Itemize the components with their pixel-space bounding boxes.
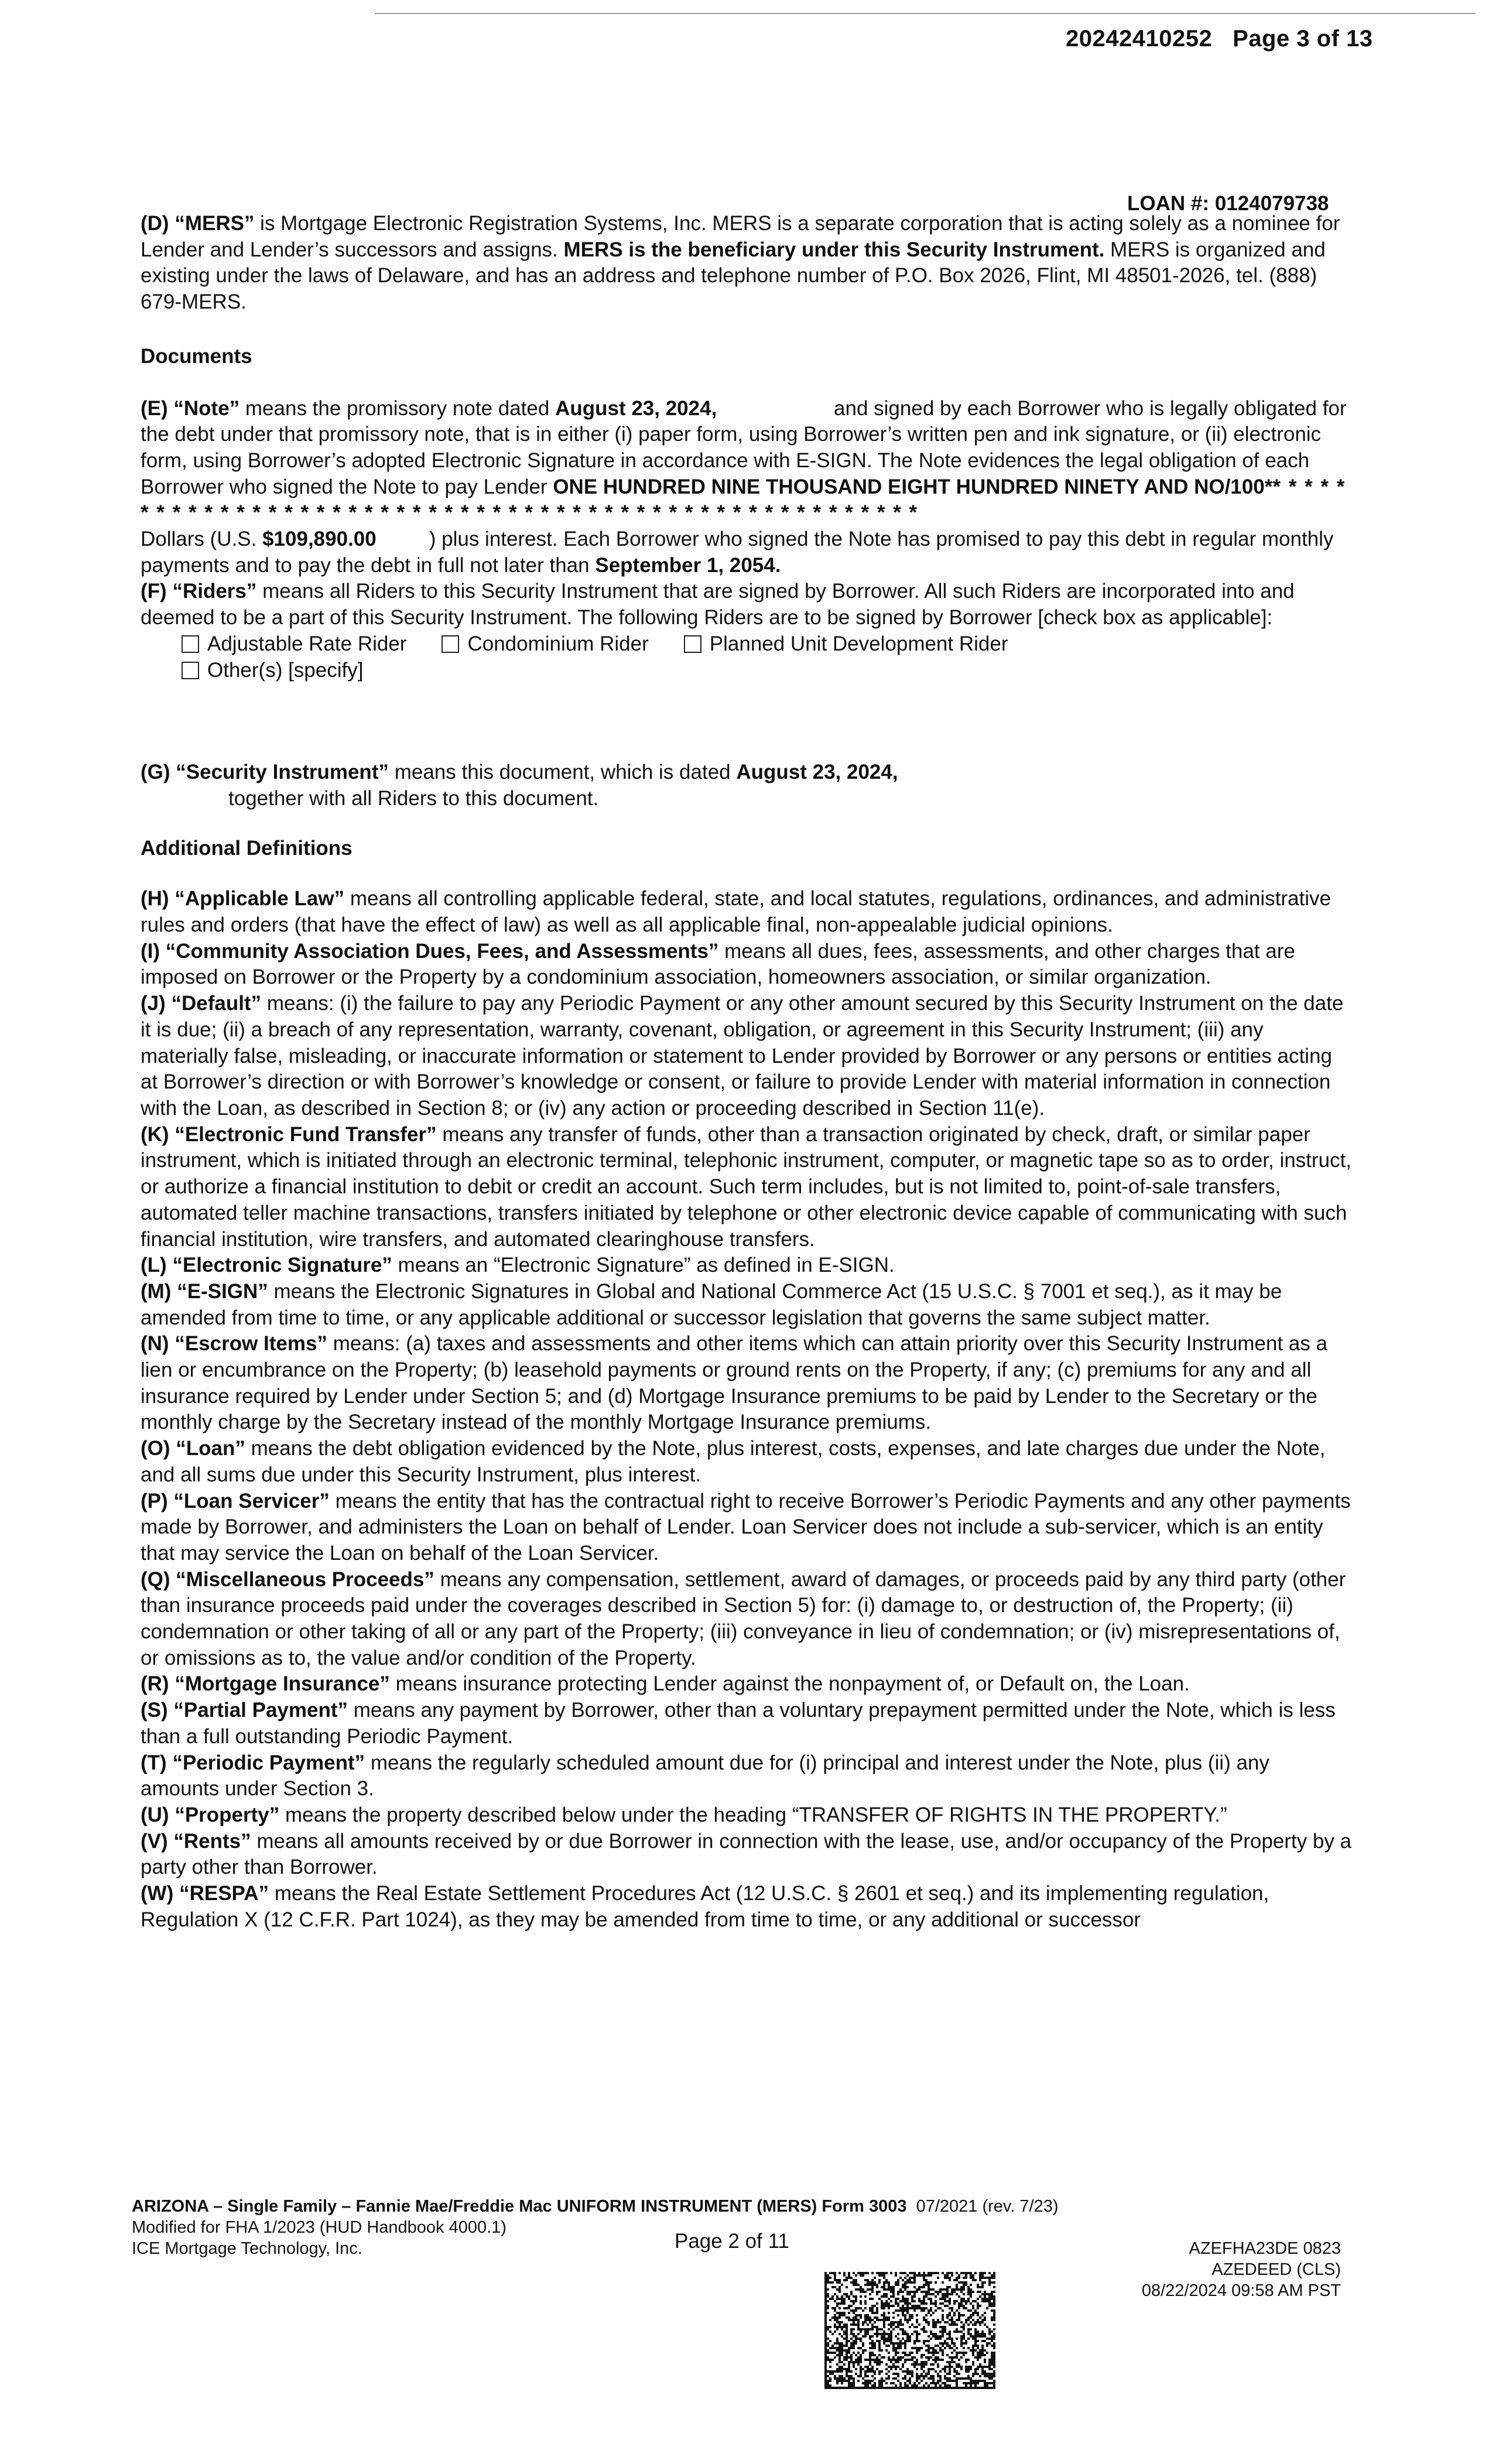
definition-j xyxy=(141,991,1353,1122)
definition-label: (E) xyxy=(141,396,168,420)
rider-label: Adjustable Rate Rider xyxy=(207,632,407,655)
definition-label: (K) xyxy=(141,1123,169,1146)
definition-text: means: (a) taxes and assessments and other items which can attain priority over this Security Instrument as a lien or encumbrance on the Property; (b) leasehold payments or ground rents on the Property, if any; (c) premiums for any and all insurance required by Lender under Section 5; and (d) Mortgage Insurance premiums to be paid by Lender to the Secretary or the monthly charge by the Secretary instead of the monthly Mortgage Insurance premiums. xyxy=(141,1332,1327,1434)
definition-term: “Property” xyxy=(174,1803,280,1826)
note-date: August 23, 2024, xyxy=(555,396,717,420)
definition-label: (V) xyxy=(141,1829,168,1853)
definition-l xyxy=(141,1252,1353,1279)
additional-definitions-heading: Additional Definitions xyxy=(141,836,352,860)
definition-text: means the regularly scheduled amount due for (i) principal and interest under the Note, plus (ii) any amounts under Section 3. xyxy=(141,1751,1269,1801)
checkbox-icon[interactable] xyxy=(182,635,199,653)
barcode-icon xyxy=(824,2272,995,2389)
definition-k xyxy=(141,1122,1353,1253)
definition-text: means the promissory note dated xyxy=(239,396,556,420)
definition-term: “Riders” xyxy=(172,580,257,603)
definition-term: “Community Association Dues, Fees, and Assessments” xyxy=(165,939,719,963)
definition-text: means the Electronic Signatures in Global and National Commerce Act (15 U.S.C. § 7001 et seq.), as it may be amended from time to time, or any applicable additional or successor legislation that governs the same subject matter. xyxy=(141,1279,1282,1329)
rider-planned-unit-development[interactable] xyxy=(684,631,1008,658)
definition-label: (J) xyxy=(141,992,166,1015)
rider-condominium[interactable] xyxy=(442,631,648,658)
definition-text: means the property described below under the heading “TRANSFER OF RIGHTS IN THE PROPERTY.” xyxy=(279,1803,1227,1826)
definition-g xyxy=(141,759,1353,812)
definition-term: “Partial Payment” xyxy=(173,1699,348,1722)
definition-term: “Applicable Law” xyxy=(174,887,345,911)
definition-label: (P) xyxy=(141,1489,168,1512)
footer-form-info xyxy=(132,2196,1058,2259)
form-title-line xyxy=(132,2196,1058,2217)
definition-text: means all dues, fees, assessments, and other charges that are imposed on Borrower or the Property by a condominium association, homeowners association, or similar organization. xyxy=(141,939,1295,989)
form-code: AZEFHA23DE 0823 xyxy=(1189,2239,1341,2258)
definition-term: “Rents” xyxy=(173,1829,251,1853)
definition-term: “Periodic Payment” xyxy=(172,1751,365,1774)
footer-page-number: Page 2 of 11 xyxy=(675,2230,789,2253)
definition-label: (N) xyxy=(141,1332,169,1356)
definition-s xyxy=(141,1698,1353,1750)
definition-u xyxy=(141,1802,1353,1829)
definition-term: “Electronic Fund Transfer” xyxy=(174,1123,437,1146)
definitions-list xyxy=(141,886,1353,1933)
definition-text: means an “Electronic Signature” as defined in E-SIGN. xyxy=(392,1254,895,1277)
definition-label: (I) xyxy=(141,939,160,963)
definition-term: “Loan” xyxy=(176,1437,245,1460)
definition-label: (H) xyxy=(141,887,169,911)
definition-label: (M) xyxy=(141,1279,172,1303)
definition-f xyxy=(141,579,1353,631)
definition-term: “Note” xyxy=(173,396,240,420)
definition-h xyxy=(141,886,1353,938)
loan-amount-words: ONE HUNDRED NINE THOUSAND EIGHT HUNDRED NINETY AND NO/100* xyxy=(553,475,1273,498)
rider-label: Other(s) [specify] xyxy=(207,658,364,682)
form-modified: Modified for FHA 1/2023 (HUD Handbook 4000.1) xyxy=(132,2218,506,2237)
definition-label: (Q) xyxy=(141,1568,170,1591)
checkbox-icon[interactable] xyxy=(182,662,199,679)
definition-p xyxy=(141,1488,1353,1567)
definition-t xyxy=(141,1750,1353,1802)
definition-text: MERS is organized and existing under the laws of Delaware, and has an address and telephone number of P.O. Box 2026, Flint, MI 48501-2026, tel. (888) 679-MERS. xyxy=(141,238,1326,314)
definition-text: is Mortgage Electronic Registration Systems, Inc. MERS is a separate corporation that is acting solely as a nominee for Lender and Lender’s successors and assigns. xyxy=(141,212,1340,261)
definition-v xyxy=(141,1829,1353,1881)
amount-fill-stars: * * * * * * * * * * * * * * * * * * * * * * * * * * * * * * * * * * * * * * * * * * * * * * * * * * * * * * xyxy=(141,475,1346,525)
definition-w xyxy=(141,1881,1353,1933)
definition-text: means insurance protecting Lender against the nonpayment of, or Default on, the Loan. xyxy=(389,1672,1190,1696)
definition-label: (T) xyxy=(141,1751,167,1774)
definition-term: “Default” xyxy=(171,992,262,1015)
definition-n xyxy=(141,1331,1353,1436)
definition-text: means: (i) the failure to pay any Periodic Payment or any other amount secured by this Security Instrument on the date it is due; (ii) a breach of any representation, warranty, covenant, obligation, or agreement in this Security Instrument; (iii) any materially false, misleading, or inaccurate information or statement to Lender provided by Borrower or any persons or entities acting at Borrower’s direction or with Borrower’s knowledge or consent, or failure to provide Lender with material information in connection with the Loan, as described in Section 8; or (iv) any action or proceeding described in Section 11(e). xyxy=(141,992,1344,1120)
definition-label: (F) xyxy=(141,580,167,603)
definition-label: (W) xyxy=(141,1882,174,1905)
form-company: ICE Mortgage Technology, Inc. xyxy=(132,2239,362,2258)
definition-label: (D) xyxy=(141,212,169,235)
definition-text: means this document, which is dated xyxy=(388,761,737,784)
definition-term: “Miscellaneous Proceeds” xyxy=(176,1568,434,1591)
definition-label: (O) xyxy=(141,1437,170,1460)
definition-term: “Escrow Items” xyxy=(174,1332,327,1356)
definition-text: means the debt obligation evidenced by the Note, plus interest, costs, expenses, and late charges due under the Note, and all sums due under this Security Instrument, plus interest. xyxy=(141,1437,1326,1486)
definition-text: means any payment by Borrower, other than a voluntary prepayment permitted under the Note, which is less than a full outstanding Periodic Payment. xyxy=(141,1699,1336,1748)
definition-text: means any compensation, settlement, award of damages, or proceeds paid by any third party (other than insurance proceeds paid under the coverages described in Section 5) for: (i) damage to, or destruction of, the Property; (ii) condemnation or other taking of all or any part of the Property; (iii) conveyance in lieu of condemnation; or (iv) misrepresentations of, or omissions as to, the value and/or condition of the Property. xyxy=(141,1568,1346,1669)
definition-text: means the Real Estate Settlement Procedures Act (12 U.S.C. § 2601 et seq.) and its implementing regulation, Regulation X (12 C.F.R. Part 1024), as they may be amended from time to time, or any additional or successor xyxy=(141,1882,1269,1931)
loan-number: LOAN #: 0124079738 xyxy=(1127,192,1329,215)
page-label: Page 3 of 13 xyxy=(1233,26,1373,52)
checkbox-icon[interactable] xyxy=(442,635,459,653)
footer-codes xyxy=(1101,2238,1341,2301)
rider-label: Planned Unit Development Rider xyxy=(709,632,1008,655)
maturity-date: September 1, 2054. xyxy=(595,553,781,577)
recording-header xyxy=(1066,26,1373,52)
loan-amount: $109,890.00 xyxy=(262,528,377,551)
definition-text: means all amounts received by or due Borrower in connection with the lease, use, and/or occupancy of the Property by a party other than Borrower. xyxy=(141,1829,1352,1879)
definition-text: and signed by each Borrower who is legally obligated for the debt under that promissory note, that is in either (i) paper form, using Borrower’s written pen and ink signature, or (ii) electronic form, using Borrower’s adopted Electronic Signature in accordance with E-SIGN. The Note evidences the legal obligation of each Borrower who signed the Note to pay Lender xyxy=(141,396,1347,498)
definition-term: “Security Instrument” xyxy=(176,761,389,784)
definition-m xyxy=(141,1279,1353,1331)
definition-label: (R) xyxy=(141,1672,169,1696)
documents-heading: Documents xyxy=(141,344,252,368)
riders-row-2 xyxy=(182,658,1353,684)
rider-adjustable-rate[interactable] xyxy=(182,631,406,658)
definition-text: means the entity that has the contractual right to receive Borrower’s Periodic Payments and any other payments made by Borrower, and administers the Loan on behalf of Lender. Loan Servicer does not include a sub-servicer, which is an entity that may service the Loan on behalf of the Loan Servicer. xyxy=(141,1489,1351,1565)
definition-label: (G) xyxy=(141,761,170,784)
definition-term: “Electronic Signature” xyxy=(172,1254,392,1277)
definition-d xyxy=(141,211,1353,316)
definition-text: means any transfer of funds, other than a transaction originated by check, draft, or similar paper instrument, which is initiated through an electronic terminal, telephonic instrument, computer, or magnetic tape so as to order, instruct, or authorize a financial institution to debit or credit an account. Such term includes, but is not limited to, point-of-sale transfers, automated teller machine transactions, transfers initiated by telephone or other electronic device capable of communicating with such financial institution, wire transfers, and automated clearinghouse transfers. xyxy=(141,1123,1351,1251)
document-body xyxy=(141,211,1353,1933)
mers-beneficiary-statement: MERS is the beneficiary under this Security Instrument. xyxy=(563,238,1105,261)
document-code: AZEDEED (CLS) xyxy=(1211,2260,1341,2279)
definition-q xyxy=(141,1567,1353,1672)
definition-text: Dollars (U.S. xyxy=(141,528,263,551)
definition-label: (S) xyxy=(141,1699,168,1722)
definition-o xyxy=(141,1436,1353,1488)
definition-i xyxy=(141,939,1353,991)
definition-text: together with all Riders to this document. xyxy=(228,786,599,810)
definition-r xyxy=(141,1671,1353,1698)
definition-text: means all Riders to this Security Instrument that are signed by Borrower. All such Riders are incorporated into and deemed to be a part of this Security Instrument. The following Riders are to be signed by Borrower [check box as applicable]: xyxy=(141,580,1295,629)
definition-term: “Loan Servicer” xyxy=(173,1489,330,1512)
definition-text: means all controlling applicable federal, state, and local statutes, regulations, ordinances, and administrative rules and orders (that have the effect of law) as well as all applicable final, non-appealable judicial opinions. xyxy=(141,887,1331,937)
checkbox-icon[interactable] xyxy=(684,635,701,653)
record-number: 20242410252 xyxy=(1066,26,1213,52)
scan-top-border xyxy=(375,13,1476,14)
print-timestamp: 08/22/2024 09:58 AM PST xyxy=(1141,2281,1341,2300)
definition-text: ) plus interest. Each Borrower who signed the Note has promised to pay this debt in regular monthly payments and to pay the debt in full not later than xyxy=(141,528,1334,577)
definition-term: “MERS” xyxy=(174,212,255,235)
definition-e xyxy=(141,396,1353,579)
rider-label: Condominium Rider xyxy=(467,632,649,655)
form-date: 07/2021 (rev. 7/23) xyxy=(916,2197,1059,2216)
definition-term: “E-SIGN” xyxy=(177,1279,268,1303)
definition-term: “RESPA” xyxy=(179,1882,269,1905)
spacer xyxy=(141,683,1353,759)
definition-label: (U) xyxy=(141,1803,169,1826)
rider-other[interactable] xyxy=(182,658,363,684)
definition-label: (L) xyxy=(141,1254,167,1277)
definition-term: “Mortgage Insurance” xyxy=(174,1672,390,1696)
form-title: ARIZONA – Single Family – Fannie Mae/Freddie Mac UNIFORM INSTRUMENT (MERS) Form 3003 xyxy=(132,2197,907,2216)
security-instrument-date: August 23, 2024, xyxy=(736,761,898,784)
riders-row-1 xyxy=(182,631,1353,658)
